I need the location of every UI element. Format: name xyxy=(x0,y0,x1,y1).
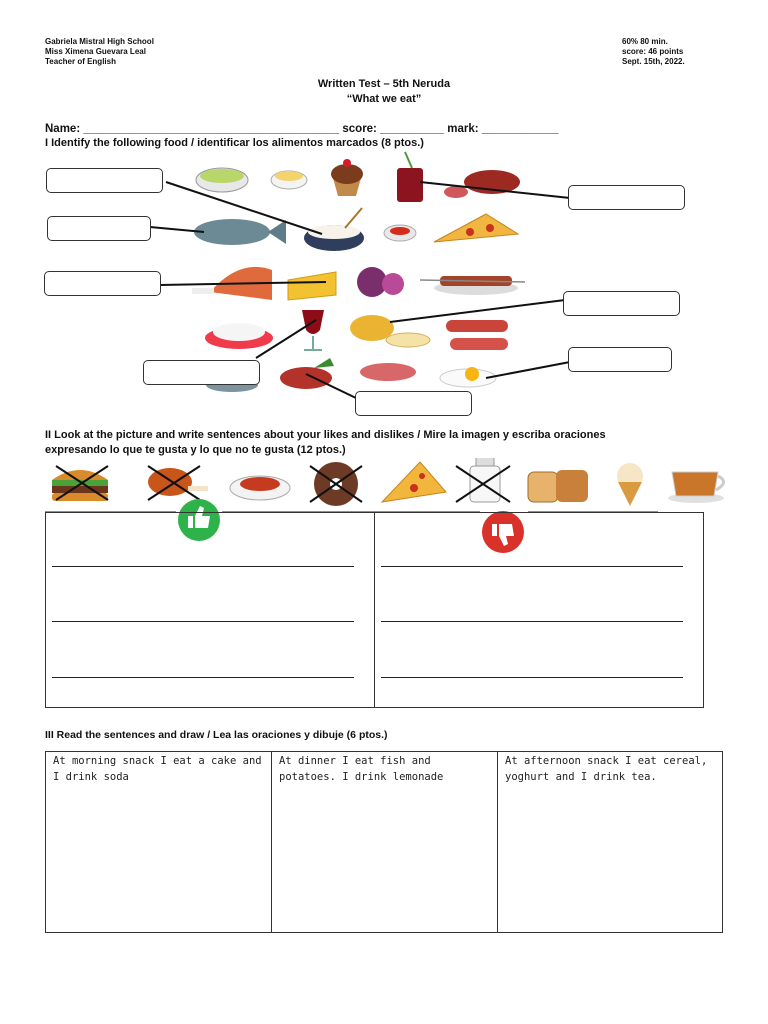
cereal-bowl-icon xyxy=(271,171,307,189)
test-title: Written Test – 5th Neruda xyxy=(317,78,451,90)
teacher-role: Teacher of English xyxy=(45,57,116,66)
onion-icon xyxy=(357,267,404,297)
fish-icon xyxy=(194,219,286,245)
answer-box-7[interactable] xyxy=(143,360,260,385)
salami-icon xyxy=(444,170,520,198)
answer-box-3[interactable] xyxy=(44,271,161,296)
dislikes-line-3[interactable] xyxy=(381,677,683,678)
sauce-icon xyxy=(384,225,416,241)
school-name: Gabriela Mistral High School xyxy=(45,37,154,46)
tea-cup-icon xyxy=(668,472,724,503)
hotdog-icon xyxy=(360,363,416,381)
sausages-icon xyxy=(446,320,508,350)
draw-table xyxy=(45,751,723,933)
spaghetti-icon xyxy=(230,476,290,500)
pizza-icon xyxy=(434,214,518,242)
answer-box-2[interactable] xyxy=(47,216,151,241)
pizza-slice-icon xyxy=(382,462,446,502)
section2-heading xyxy=(45,428,606,458)
likes-dislikes-table xyxy=(45,512,704,708)
ice-cream-icon xyxy=(617,463,643,506)
likes-line-2[interactable] xyxy=(52,621,354,622)
draw-cell-1: At morning snack I eat a cake and I drink soda xyxy=(53,755,262,783)
section2-heading-line2: expresando lo que te gusta y lo que no te gusta (12 ptos.) xyxy=(45,444,346,456)
draw-cell-3: At afternoon snack I eat cereal, yoghurt and I drink tea. xyxy=(505,755,708,783)
rice-plate-icon xyxy=(205,323,273,349)
answer-box-5[interactable] xyxy=(563,291,680,316)
header-right xyxy=(622,37,685,67)
likes-line-1[interactable] xyxy=(52,566,354,567)
answer-box-4[interactable] xyxy=(568,185,685,210)
dislikes-line-1[interactable] xyxy=(381,566,683,567)
answer-box-8[interactable] xyxy=(355,391,472,416)
answer-box-1[interactable] xyxy=(46,168,163,193)
pass-info: 60% 80 min. xyxy=(622,37,668,46)
rice-bowl-icon xyxy=(304,208,364,251)
draw-divider-1 xyxy=(271,752,272,932)
dislikes-line-2[interactable] xyxy=(381,621,683,622)
soup-icon xyxy=(196,168,248,192)
potatoes-icon xyxy=(350,315,430,347)
milk-bottle-icon xyxy=(470,458,500,502)
section3-heading: III Read the sentences and draw / Lea las oraciones y dibuje (6 ptos.) xyxy=(45,729,388,741)
cupcake-icon xyxy=(331,159,363,196)
header-left xyxy=(45,37,154,67)
score-info: score: 46 points xyxy=(622,47,684,56)
kebab-icon xyxy=(420,276,525,295)
teacher-name: Miss Ximena Guevara Leal xyxy=(45,47,146,56)
test-subtitle: “What we eat” xyxy=(346,93,422,105)
table-divider xyxy=(374,513,375,707)
bread-icon xyxy=(528,470,588,502)
name-row: Name: ________________________________________ score: __________ mark: ____________ xyxy=(45,123,559,135)
test-date: Sept. 15th, 2022. xyxy=(622,57,685,66)
draw-divider-2 xyxy=(497,752,498,932)
cheese-icon xyxy=(288,272,336,300)
wine-icon xyxy=(302,310,324,350)
likes-line-3[interactable] xyxy=(52,677,354,678)
section1-heading: I Identify the following food / identificar los alimentos marcados (8 ptos.) xyxy=(45,137,424,149)
soda-icon xyxy=(397,152,423,202)
section2-heading-line1: II Look at the picture and write sentences about your likes and dislikes / Mire la imagen y escriba oraciones xyxy=(45,429,606,441)
draw-cell-2: At dinner I eat fish and potatoes. I drink lemonade xyxy=(279,755,444,783)
answer-box-6[interactable] xyxy=(568,347,672,372)
